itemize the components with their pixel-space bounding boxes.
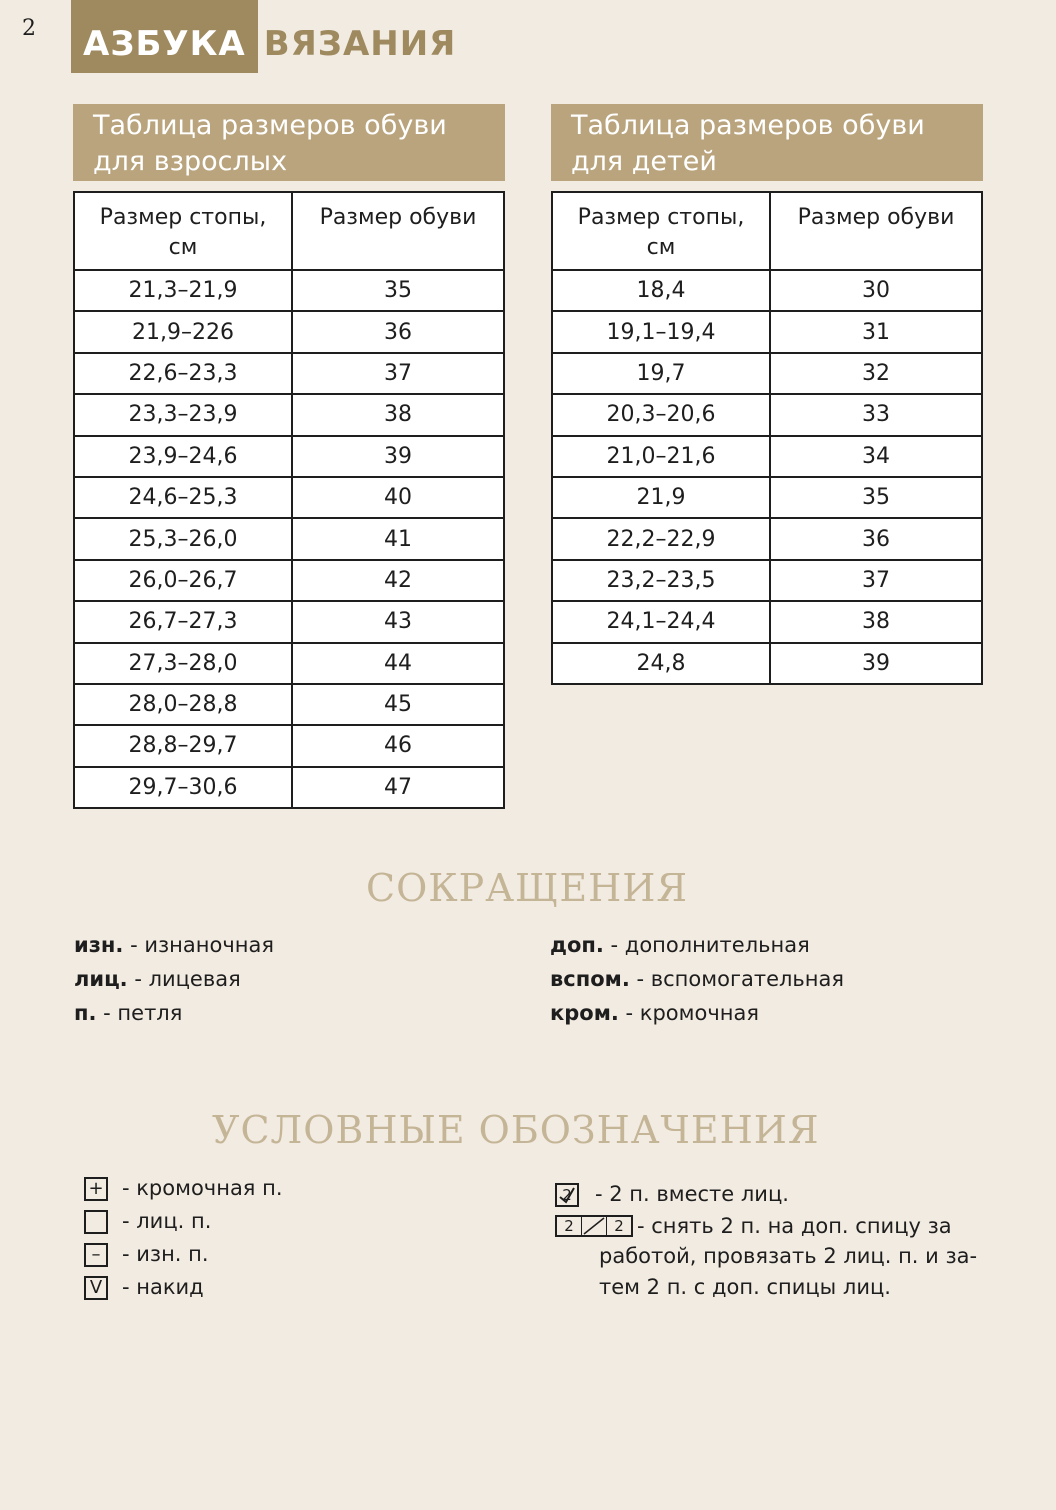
adult-cell-shoe: 41 — [292, 518, 504, 559]
adult-table-row — [74, 725, 504, 766]
adult-table-row — [74, 477, 504, 518]
kids-cell-shoe: 30 — [770, 270, 982, 311]
adult-cell-foot: 21,3–21,9 — [74, 270, 292, 311]
adult-table-row — [74, 518, 504, 559]
kids-table-row — [552, 353, 982, 394]
kids-table-row — [552, 643, 982, 684]
page-header — [71, 0, 456, 73]
header-title-part2: ВЯЗАНИЯ — [263, 23, 457, 64]
kids-col-foot — [552, 192, 770, 270]
page-number: 2 — [22, 16, 36, 41]
adult-cell-shoe: 44 — [292, 643, 504, 684]
symbol-description: - изн. п. — [122, 1242, 209, 1266]
kids-table-row — [552, 311, 982, 352]
adult-cell-foot: 23,3–23,9 — [74, 394, 292, 435]
abbreviation-meaning: - кромочная — [618, 1001, 759, 1025]
kids-table-row — [552, 601, 982, 642]
adult-cell-shoe: 47 — [292, 767, 504, 808]
kids-cell-shoe: 33 — [770, 394, 982, 435]
kids-table-row — [552, 436, 982, 477]
adult-table-title — [73, 104, 505, 181]
symbol-description: - накид — [122, 1275, 204, 1299]
symbol-description: - лиц. п. — [122, 1209, 212, 1233]
symbols-right — [555, 1178, 977, 1303]
two-together-icon: 2 — [555, 1183, 579, 1207]
adult-table-row — [74, 353, 504, 394]
kids-title-line2: для детей — [571, 146, 717, 177]
adult-size-block — [73, 104, 505, 809]
abbreviation-item — [74, 996, 274, 1030]
adult-title-line1: Таблица размеров обуви — [93, 110, 447, 141]
adult-cell-foot: 28,8–29,7 — [74, 725, 292, 766]
cable-text-line3: тем 2 п. с доп. спицы лиц. — [599, 1275, 891, 1299]
kids-cell-foot: 21,0–21,6 — [552, 436, 770, 477]
adult-col-foot — [74, 192, 292, 270]
kids-cell-shoe: 32 — [770, 353, 982, 394]
abbreviations-left — [74, 928, 274, 1030]
abbreviation-term: лиц. — [74, 967, 128, 991]
adult-cell-foot: 27,3–28,0 — [74, 643, 292, 684]
adult-table-row — [74, 311, 504, 352]
kids-cell-shoe: 36 — [770, 518, 982, 559]
abbreviation-item — [74, 962, 274, 996]
kids-col-shoe: Размер обуви — [770, 192, 982, 270]
abbreviation-meaning: - изнаночная — [123, 933, 274, 957]
adult-table-row — [74, 560, 504, 601]
cable-text-line1: - снять 2 п. на доп. спицу за — [637, 1213, 952, 1238]
adult-col1-line2: см — [168, 235, 198, 260]
abbreviation-item — [550, 928, 844, 962]
abbreviation-term: доп. — [550, 933, 604, 957]
kids-cell-shoe: 35 — [770, 477, 982, 518]
kids-cell-foot: 18,4 — [552, 270, 770, 311]
abbreviation-item — [74, 928, 274, 962]
abbreviation-meaning: - петля — [96, 1001, 183, 1025]
adult-cell-foot: 21,9–226 — [74, 311, 292, 352]
abbreviation-meaning: - дополнительная — [603, 933, 810, 957]
abbreviation-term: п. — [74, 1001, 97, 1025]
adult-cell-foot: 24,6–25,3 — [74, 477, 292, 518]
kids-cell-shoe: 37 — [770, 560, 982, 601]
adult-table-row — [74, 394, 504, 435]
kids-cell-foot: 23,2–23,5 — [552, 560, 770, 601]
header-title-part1: АЗБУКА — [71, 0, 258, 73]
adult-table-row — [74, 684, 504, 725]
kids-size-block — [551, 104, 983, 685]
adult-cell-shoe: 46 — [292, 725, 504, 766]
adult-cell-shoe: 42 — [292, 560, 504, 601]
abbreviation-meaning: - вспомогательная — [629, 967, 845, 991]
adult-cell-shoe: 45 — [292, 684, 504, 725]
two-together-text: - 2 п. вместе лиц. — [595, 1182, 789, 1206]
kids-table-row — [552, 518, 982, 559]
symbols-title: УСЛОВНЫЕ ОБОЗНАЧЕНИЯ — [212, 1108, 820, 1152]
adult-col-shoe: Размер обуви — [292, 192, 504, 270]
kids-cell-foot: 20,3–20,6 — [552, 394, 770, 435]
v-box-icon: V — [84, 1276, 108, 1300]
abbreviation-term: изн. — [74, 933, 124, 957]
kids-cell-foot: 19,1–19,4 — [552, 311, 770, 352]
adult-table-row — [74, 601, 504, 642]
adult-cell-shoe: 43 — [292, 601, 504, 642]
adult-cell-foot: 25,3–26,0 — [74, 518, 292, 559]
adult-cell-shoe: 36 — [292, 311, 504, 352]
kids-cell-foot: 19,7 — [552, 353, 770, 394]
kids-cell-shoe: 34 — [770, 436, 982, 477]
symbol-two-together — [555, 1178, 977, 1211]
kids-cell-shoe: 39 — [770, 643, 982, 684]
abbreviations-right — [550, 928, 844, 1030]
adult-cell-foot: 23,9–24,6 — [74, 436, 292, 477]
kids-cell-foot: 22,2–22,9 — [552, 518, 770, 559]
kids-title-line1: Таблица размеров обуви — [571, 110, 925, 141]
kids-table-row — [552, 560, 982, 601]
abbreviation-meaning: - лицевая — [127, 967, 241, 991]
kids-size-table — [551, 191, 983, 685]
cable-cross-icon: 2 2 — [555, 1215, 633, 1237]
adult-cell-foot: 28,0–28,8 — [74, 684, 292, 725]
symbol-item — [84, 1271, 283, 1304]
symbol-cable — [555, 1211, 977, 1241]
empty-box-icon — [84, 1210, 108, 1234]
kids-col1-line2: см — [646, 235, 676, 260]
adult-size-table — [73, 191, 505, 809]
kids-col1-line1: Размер стопы, — [577, 205, 745, 230]
cable-text-line2: работой, провязать 2 лиц. п. и за- — [599, 1244, 978, 1268]
adult-table-row — [74, 643, 504, 684]
adult-table-row — [74, 270, 504, 311]
adult-cell-foot: 26,7–27,3 — [74, 601, 292, 642]
adult-col1-line1: Размер стопы, — [99, 205, 267, 230]
kids-table-row — [552, 477, 982, 518]
minus-box-icon: – — [84, 1243, 108, 1267]
adult-cell-foot: 29,7–30,6 — [74, 767, 292, 808]
adult-cell-foot: 26,0–26,7 — [74, 560, 292, 601]
kids-cell-shoe: 38 — [770, 601, 982, 642]
adult-cell-shoe: 40 — [292, 477, 504, 518]
abbreviation-item — [550, 996, 844, 1030]
kids-table-title — [551, 104, 983, 181]
abbreviation-term: кром. — [550, 1001, 619, 1025]
symbol-description: - кромочная п. — [122, 1176, 283, 1200]
abbreviation-item — [550, 962, 844, 996]
symbol-item — [84, 1238, 283, 1271]
symbol-item — [84, 1172, 283, 1205]
symbol-item — [84, 1205, 283, 1238]
adult-cell-shoe: 39 — [292, 436, 504, 477]
kids-table-row — [552, 394, 982, 435]
plus-box-icon: + — [84, 1177, 108, 1201]
adult-table-row — [74, 436, 504, 477]
kids-table-row — [552, 270, 982, 311]
abbreviation-term: вспом. — [550, 967, 630, 991]
kids-cell-foot: 24,1–24,4 — [552, 601, 770, 642]
adult-cell-shoe: 35 — [292, 270, 504, 311]
symbols-left — [84, 1172, 283, 1304]
kids-cell-shoe: 31 — [770, 311, 982, 352]
adult-title-line2: для взрослых — [93, 146, 288, 177]
abbreviations-title: СОКРАЩЕНИЯ — [366, 866, 689, 910]
kids-cell-foot: 21,9 — [552, 477, 770, 518]
adult-table-row — [74, 767, 504, 808]
adult-cell-foot: 22,6–23,3 — [74, 353, 292, 394]
adult-cell-shoe: 37 — [292, 353, 504, 394]
adult-cell-shoe: 38 — [292, 394, 504, 435]
kids-cell-foot: 24,8 — [552, 643, 770, 684]
